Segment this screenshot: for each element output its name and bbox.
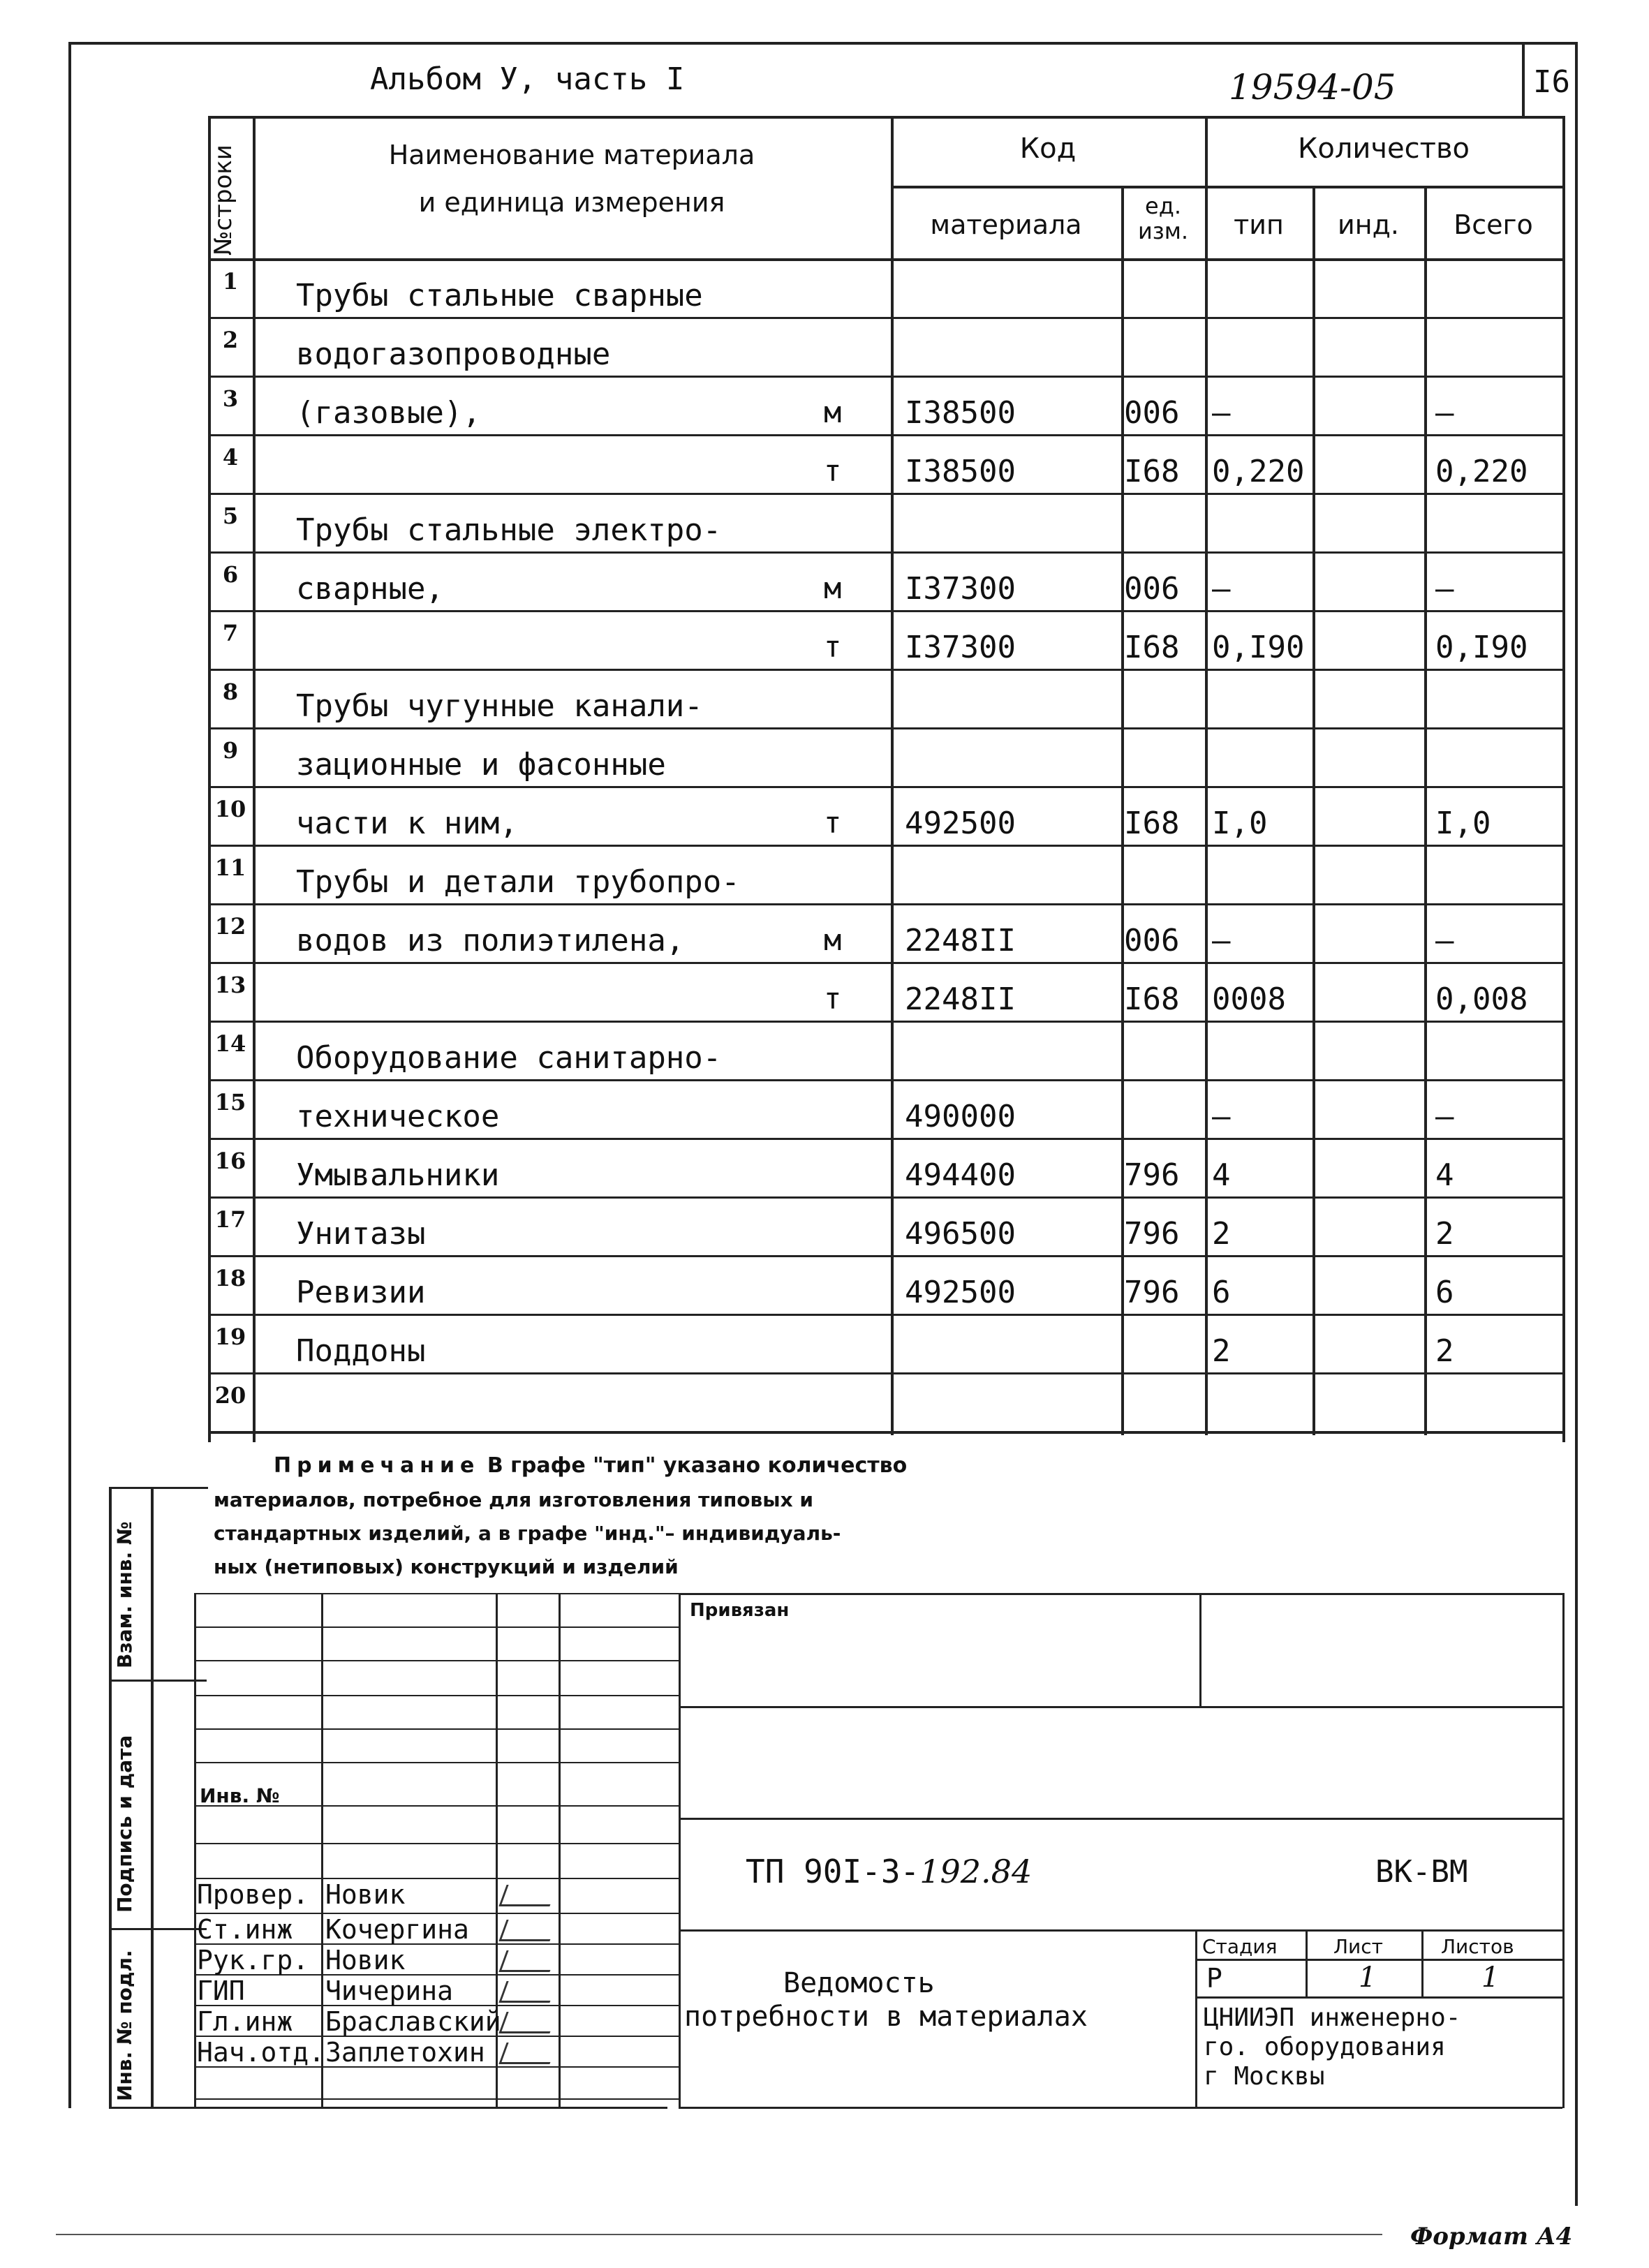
project-code-text: ТП 90I-3- xyxy=(746,1853,920,1890)
unit-code: 006 xyxy=(1124,571,1180,607)
material-name: водогазопроводные xyxy=(296,336,611,372)
row-line xyxy=(208,258,1565,261)
signature-mark xyxy=(498,2012,557,2033)
material-name: Трубы стальные сварные xyxy=(296,278,703,313)
material-name: (газовые), xyxy=(296,395,481,431)
side-strip-left xyxy=(109,1487,112,2108)
unit-short: т xyxy=(824,981,842,1016)
frame-right xyxy=(1575,42,1578,2206)
qty-type: – xyxy=(1212,923,1231,958)
qty-type: 2 xyxy=(1212,1333,1231,1369)
row-number: 7 xyxy=(222,620,239,646)
org-line-2: го. оборудования xyxy=(1204,2033,1446,2061)
material-name: Поддоны xyxy=(296,1333,426,1369)
col-header-type: тип xyxy=(1234,209,1284,240)
material-code: 496500 xyxy=(905,1216,1016,1252)
stamp-right-edge xyxy=(1562,1593,1565,2108)
row-line xyxy=(208,1196,1565,1199)
row-line xyxy=(208,1372,1565,1374)
row-number: 15 xyxy=(214,1089,246,1116)
stamp-col xyxy=(194,1593,196,2107)
row-line xyxy=(208,610,1565,612)
note-line-3: стандартных изделий, а в графе "инд."– индивидуаль- xyxy=(214,1522,841,1545)
row-number: 18 xyxy=(214,1265,246,1291)
qty-total: 6 xyxy=(1435,1275,1454,1310)
signatory-name: Кочергина xyxy=(325,1914,469,1945)
stamp-row-line xyxy=(194,1593,679,1594)
qty-total: 2 xyxy=(1435,1216,1454,1252)
col-line xyxy=(1562,116,1565,1442)
signatory-role: Нач.отд. xyxy=(197,2037,325,2068)
inv-no-label: Инв. № xyxy=(200,1784,280,1807)
material-name: Умывальники xyxy=(296,1157,500,1193)
row-number: 1 xyxy=(222,268,239,295)
qty-type: 2 xyxy=(1212,1216,1231,1252)
material-name: Трубы стальные электро- xyxy=(296,512,722,548)
signatory-role: Рук.гр. xyxy=(197,1945,309,1976)
signature-mark xyxy=(498,2043,557,2064)
side-line xyxy=(109,1487,208,1489)
row-line xyxy=(208,317,1565,319)
unit-short: т xyxy=(824,454,842,488)
doc-title-2: потребности в материалах xyxy=(684,2001,1088,2033)
side-label-podpis: Подпись и дата xyxy=(113,1735,136,1913)
stamp-right-col xyxy=(1195,1929,1197,2108)
unit-code: 796 xyxy=(1124,1216,1180,1252)
col-line xyxy=(253,116,256,1442)
row-line xyxy=(208,962,1565,964)
material-name: Трубы чугунные канали- xyxy=(296,688,703,724)
col-header-rownum: №строки xyxy=(209,144,237,255)
qty-total: 4 xyxy=(1435,1157,1454,1193)
unit-short: м xyxy=(824,923,842,957)
sheet-label: Лист xyxy=(1333,1935,1383,1958)
org-line-3: г Москвы xyxy=(1204,2062,1325,2091)
qty-type: 0,I90 xyxy=(1212,630,1305,665)
stamp-right-col xyxy=(1199,1593,1201,1706)
row-line xyxy=(208,669,1565,671)
doc-number: 19594-05 xyxy=(1229,67,1396,108)
stamp-right-line xyxy=(679,1929,1562,1932)
signatory-role: Провер. xyxy=(197,1879,309,1910)
stamp-row-line xyxy=(194,1762,679,1763)
qty-total: – xyxy=(1435,571,1454,607)
row-number: 12 xyxy=(214,913,246,940)
qty-type: 4 xyxy=(1212,1157,1231,1193)
row-number: 8 xyxy=(222,679,239,705)
signature-mark xyxy=(498,1920,557,1941)
frame-top xyxy=(68,42,1575,45)
row-line xyxy=(208,1255,1565,1257)
unit-code: 006 xyxy=(1124,923,1180,958)
material-name: части к ним, xyxy=(296,806,518,841)
row-number: 11 xyxy=(214,854,246,881)
unit-code: I68 xyxy=(1124,981,1180,1017)
qty-total: 0,220 xyxy=(1435,454,1528,489)
row-line xyxy=(208,1021,1565,1023)
stamp-right-line xyxy=(679,1818,1562,1820)
stage-value: Р xyxy=(1206,1963,1222,1994)
material-code: 494400 xyxy=(905,1157,1016,1193)
col-header-material: материала xyxy=(930,209,1082,240)
material-name: Ревизии xyxy=(296,1275,426,1310)
row-line xyxy=(208,1079,1565,1081)
row-number: 10 xyxy=(214,796,246,822)
col-header-qty: Количество xyxy=(1297,133,1470,165)
unit-short: т xyxy=(824,806,842,840)
qty-type: 6 xyxy=(1212,1275,1231,1310)
qty-type: 0008 xyxy=(1212,981,1286,1017)
table-bottom-line xyxy=(208,1431,1565,1434)
row-line xyxy=(208,903,1565,905)
stamp-row-line xyxy=(194,1843,679,1844)
row-number: 16 xyxy=(214,1148,246,1174)
material-code: I37300 xyxy=(905,630,1016,665)
unit-code: 006 xyxy=(1124,395,1180,431)
sheet-value: 1 xyxy=(1359,1962,1377,1994)
qty-type: I,0 xyxy=(1212,806,1268,841)
material-code: I38500 xyxy=(905,454,1016,489)
signatory-role: Гл.инж xyxy=(197,2006,293,2037)
qty-total: 0,I90 xyxy=(1435,630,1528,665)
signature-mark xyxy=(498,1981,557,2003)
stamp-row-line xyxy=(194,1626,679,1628)
row-number: 20 xyxy=(214,1382,246,1409)
sheets-label: Листов xyxy=(1441,1935,1514,1958)
material-name: сварные, xyxy=(296,571,444,607)
qty-total: – xyxy=(1435,923,1454,958)
side-line xyxy=(109,1928,207,1930)
material-code: 490000 xyxy=(905,1099,1016,1134)
unit-short: м xyxy=(824,571,842,605)
stamp-right-line xyxy=(679,1706,1562,1708)
qty-type: 0,220 xyxy=(1212,454,1305,489)
signatory-name: Чичерина xyxy=(325,1976,454,2006)
material-name: техническое xyxy=(296,1099,500,1134)
note-line-4: ных (нетиповых) конструкций и изделий xyxy=(214,1555,679,1578)
row-number: 9 xyxy=(222,737,239,764)
unit-code: 796 xyxy=(1124,1275,1180,1310)
material-code: 492500 xyxy=(905,1275,1016,1310)
project-code xyxy=(746,1853,1032,1890)
stamp-row-line xyxy=(194,2098,679,2100)
material-name: Оборудование санитарно- xyxy=(296,1040,722,1076)
stamp-right-col xyxy=(1421,1929,1424,1996)
row-number: 19 xyxy=(214,1324,246,1350)
note-line-2: материалов, потребное для изготовления типовых и xyxy=(214,1488,813,1511)
stamp-row-line xyxy=(194,1660,679,1661)
row-line xyxy=(208,1314,1565,1316)
row-line xyxy=(208,551,1565,554)
material-name: Трубы и детали трубопро- xyxy=(296,864,740,900)
row-number: 13 xyxy=(214,972,246,998)
unit-code: I68 xyxy=(1124,630,1180,665)
col-header-total: Всего xyxy=(1454,209,1533,240)
format-label: Формат А4 xyxy=(1410,2223,1573,2251)
unit-short: т xyxy=(824,630,842,664)
signature-mark xyxy=(498,1885,557,1906)
sheet-number: I6 xyxy=(1533,64,1570,100)
qty-total: – xyxy=(1435,1099,1454,1134)
org-line-1: ЦНИИЭП инженерно- xyxy=(1204,2003,1461,2032)
side-strip-right xyxy=(151,1487,154,2108)
unit-code: 796 xyxy=(1124,1157,1180,1193)
col-line xyxy=(1424,186,1427,1435)
row-line xyxy=(208,845,1565,847)
qty-total: – xyxy=(1435,395,1454,431)
page-bottom-line xyxy=(56,2234,1382,2235)
stamp-right-line xyxy=(1195,1996,1562,1999)
note-line-1 xyxy=(274,1453,907,1478)
stamp-row-line xyxy=(194,1695,679,1696)
row-number: 6 xyxy=(222,561,239,588)
signatory-name: Новик xyxy=(325,1879,406,1910)
stamp-right-col xyxy=(1306,1929,1308,1996)
col-line xyxy=(1205,116,1208,1435)
col-header-name-1: Наименование материала xyxy=(388,140,755,170)
material-code: 2248II xyxy=(905,923,1016,958)
side-label-vzam: Взам. инв. № xyxy=(113,1521,136,1668)
material-name: водов из полиэтилена, xyxy=(296,923,685,958)
note-lead: Примечание xyxy=(274,1453,480,1478)
album-title: Альбом У, часть I xyxy=(370,61,685,97)
qty-total: I,0 xyxy=(1435,806,1491,841)
material-name: Унитазы xyxy=(296,1216,426,1252)
sheet-box-left xyxy=(1522,42,1525,119)
col-header-name-2: и единица измерения xyxy=(418,187,725,218)
stamp-row-line xyxy=(194,1728,679,1730)
signatory-name: Браславский xyxy=(325,2006,501,2037)
side-label-inv: Инв. № подл. xyxy=(113,1950,136,2101)
row-line xyxy=(208,727,1565,729)
row-line xyxy=(208,493,1565,495)
qty-type: – xyxy=(1212,1099,1231,1134)
doc-title-1: Ведомость xyxy=(783,1967,935,1999)
project-code-hand: 192.84 xyxy=(919,1853,1033,1890)
signatory-role: ГИП xyxy=(197,1976,245,2006)
row-number: 14 xyxy=(214,1030,246,1057)
material-code: 2248II xyxy=(905,981,1016,1017)
col-line xyxy=(208,116,211,1442)
qty-total: 2 xyxy=(1435,1333,1454,1369)
row-number: 4 xyxy=(222,444,239,470)
sheets-value: 1 xyxy=(1481,1962,1500,1994)
signatory-role: Ст.инж xyxy=(197,1914,293,1945)
frame-left xyxy=(68,42,71,2108)
col-header-unit-1: ед. xyxy=(1145,193,1181,219)
material-code: I38500 xyxy=(905,395,1016,431)
stamp-bottom-line xyxy=(679,2107,1562,2109)
row-line xyxy=(208,786,1565,788)
row-number: 3 xyxy=(222,385,239,412)
stamp-col xyxy=(559,1593,561,2107)
unit-short: м xyxy=(824,395,842,429)
material-name: зационные и фасонные xyxy=(296,747,666,783)
note-text-1: В графе "тип" указано количество xyxy=(487,1453,908,1478)
signature-mark xyxy=(498,1950,557,1972)
row-line xyxy=(208,1138,1565,1140)
row-line xyxy=(208,376,1565,378)
doc-mark: ВК-ВМ xyxy=(1375,1854,1468,1890)
stamp-right-line xyxy=(1195,1959,1562,1961)
row-line xyxy=(208,434,1565,436)
row-line xyxy=(208,116,1565,119)
qty-type: – xyxy=(1212,395,1231,431)
col-header-unit-2: изм. xyxy=(1137,218,1189,244)
signatory-name: Заплетохин xyxy=(325,2037,485,2068)
col-header-ind: инд. xyxy=(1338,209,1399,240)
row-number: 2 xyxy=(222,327,239,353)
row-number: 17 xyxy=(214,1206,246,1233)
row-line xyxy=(891,186,1565,188)
side-line xyxy=(109,1680,207,1682)
material-code: 492500 xyxy=(905,806,1016,841)
qty-type: – xyxy=(1212,571,1231,607)
privyazan-label: Привязан xyxy=(690,1600,790,1621)
signatory-name: Новик xyxy=(325,1945,406,1976)
col-line xyxy=(1312,186,1315,1435)
material-code: I37300 xyxy=(905,571,1016,607)
stamp-right-line xyxy=(679,1593,1562,1595)
col-header-code: Код xyxy=(1019,133,1077,165)
qty-total: 0,008 xyxy=(1435,981,1528,1017)
col-line xyxy=(891,116,894,1435)
unit-code: I68 xyxy=(1124,806,1180,841)
stage-label: Стадия xyxy=(1202,1935,1278,1958)
unit-code: I68 xyxy=(1124,454,1180,489)
side-line xyxy=(109,2107,667,2109)
row-number: 5 xyxy=(222,503,239,529)
stamp-col xyxy=(321,1593,323,2107)
stamp-col xyxy=(679,1593,681,2107)
